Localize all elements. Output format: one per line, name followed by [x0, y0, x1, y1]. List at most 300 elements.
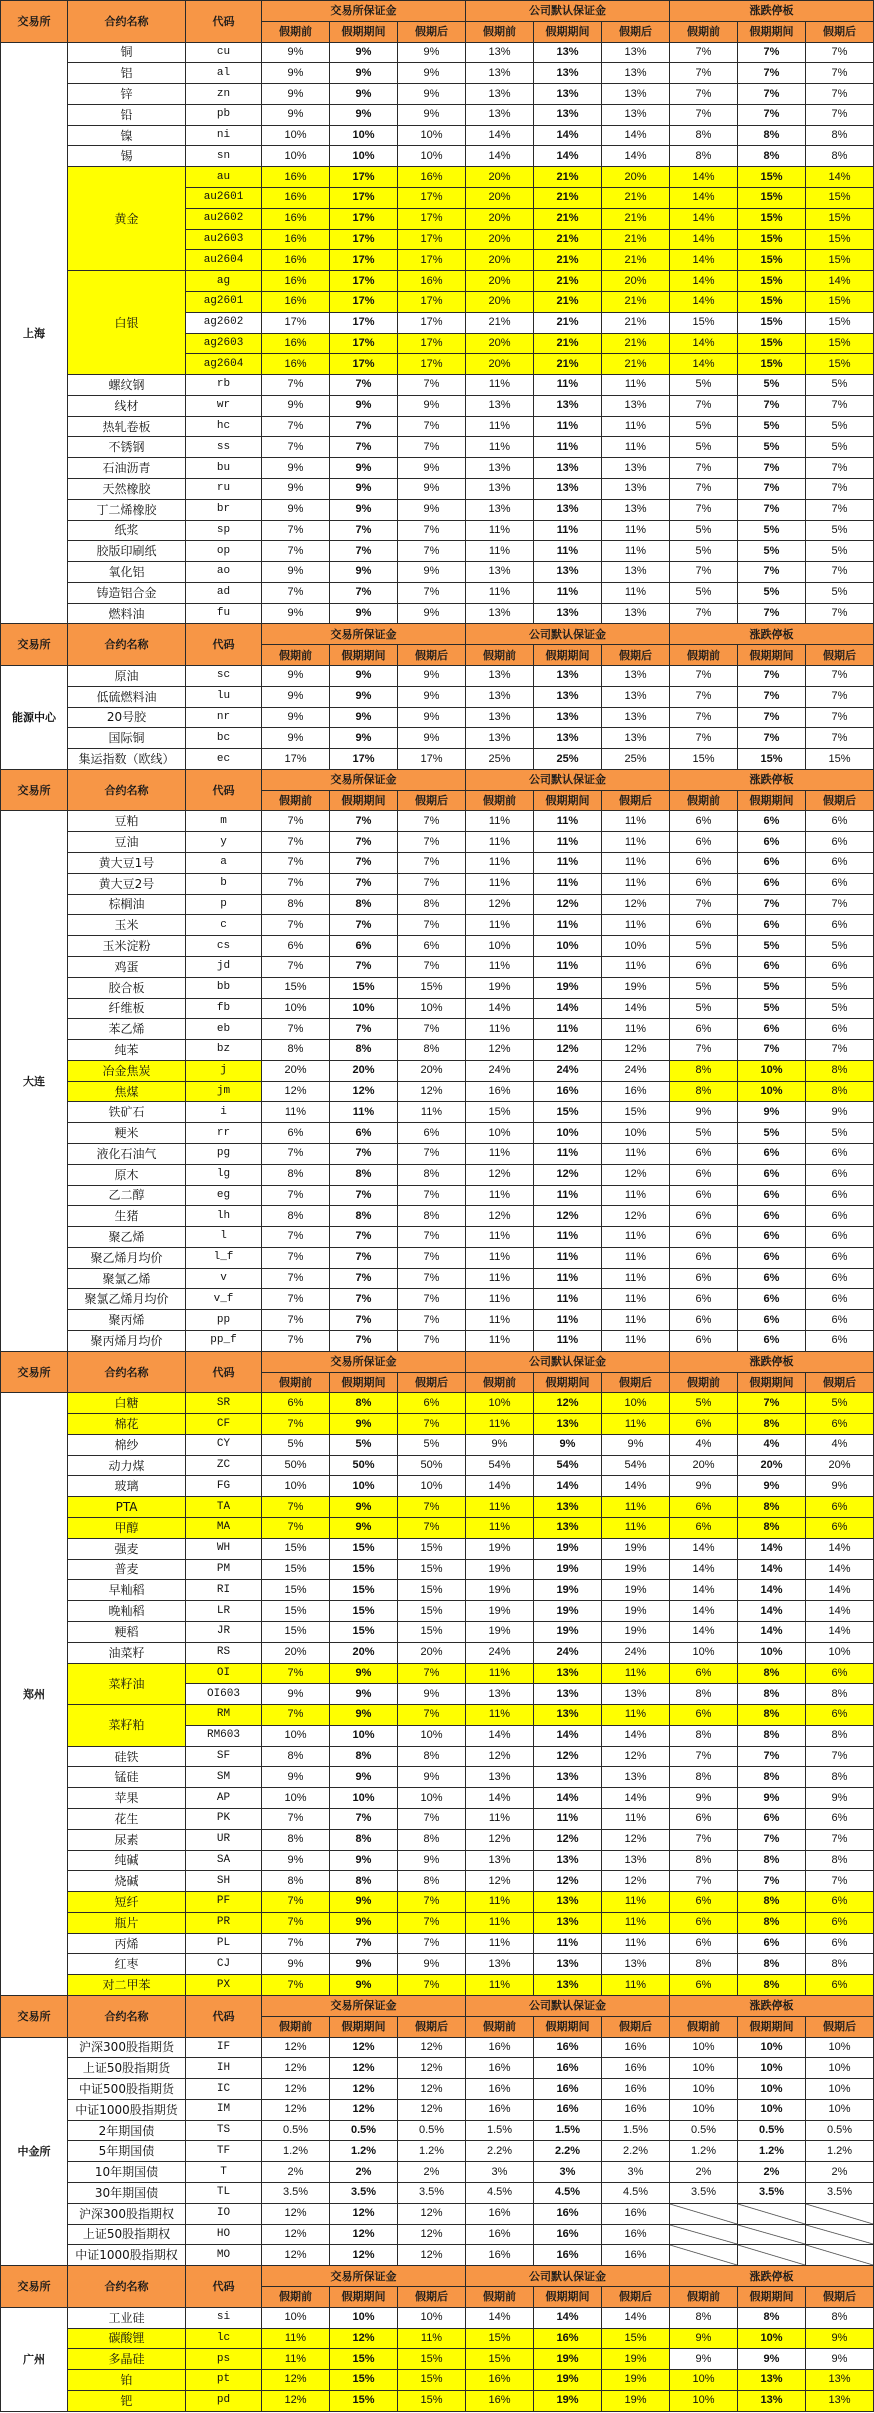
price-limit-pre-holiday: 14% [670, 292, 738, 313]
company-margin-post-holiday: 13% [602, 1851, 670, 1872]
exchange-margin-pre-holiday: 12% [262, 2391, 330, 2412]
company-margin-pre-holiday: 13% [466, 84, 534, 105]
company-margin-post-holiday: 21% [602, 313, 670, 334]
company-margin-pre-holiday: 16% [466, 2079, 534, 2100]
contract-code: RI [186, 1580, 262, 1601]
exchange-margin-during-holiday: 15% [330, 2370, 398, 2391]
company-margin-pre-holiday: 11% [466, 1269, 534, 1290]
exchange-margin-pre-holiday: 10% [262, 126, 330, 147]
exchange-margin-during-holiday: 7% [330, 957, 398, 978]
price-limit-during-holiday: 6% [738, 1934, 806, 1955]
exchange-label: 广州 [1, 2308, 68, 2412]
contract-code: ss [186, 437, 262, 458]
price-limit-during-holiday: 5% [738, 978, 806, 999]
price-limit-pre-holiday: 8% [670, 1082, 738, 1103]
company-margin-during-holiday: 19% [534, 1622, 602, 1643]
exchange-margin-post-holiday: 16% [398, 271, 466, 292]
company-margin-pre-holiday: 11% [466, 1497, 534, 1518]
contract-code: p [186, 895, 262, 916]
price-limit-during-holiday: 14% [738, 1539, 806, 1560]
company-margin-pre-holiday: 12% [466, 1747, 534, 1768]
price-limit-during-holiday: 8% [738, 1705, 806, 1726]
contract-code: MA [186, 1518, 262, 1539]
exchange-margin-during-holiday: 9% [330, 458, 398, 479]
company-margin-pre-holiday: 14% [466, 1788, 534, 1809]
price-limit-post-holiday: 15% [806, 250, 874, 271]
not-applicable-cell [670, 2225, 738, 2246]
exchange-margin-during-holiday: 2% [330, 2162, 398, 2183]
company-margin-post-holiday: 21% [602, 354, 670, 375]
price-limit-post-holiday: 6% [806, 874, 874, 895]
company-margin-post-holiday: 24% [602, 1643, 670, 1664]
contract-name: 天然橡胶 [68, 479, 186, 500]
exchange-margin-pre-holiday: 8% [262, 895, 330, 916]
price-limit-pre-holiday: 14% [670, 354, 738, 375]
exchange-margin-during-holiday: 15% [330, 978, 398, 999]
column-header-contract-name: 合约名称 [68, 770, 186, 812]
company-margin-post-holiday: 13% [602, 708, 670, 729]
contract-name: 纸浆 [68, 521, 186, 542]
contract-code: bb [186, 978, 262, 999]
exchange-margin-during-holiday: 7% [330, 541, 398, 562]
company-margin-pre-holiday: 1.5% [466, 2121, 534, 2142]
company-margin-during-holiday: 12% [534, 1871, 602, 1892]
price-limit-post-holiday: 6% [806, 1892, 874, 1913]
column-subheader-period: 假期后 [398, 1373, 466, 1394]
column-subheader-period: 假期后 [602, 791, 670, 812]
price-limit-post-holiday: 7% [806, 604, 874, 625]
price-limit-during-holiday: 8% [738, 1726, 806, 1747]
price-limit-pre-holiday: 7% [670, 895, 738, 916]
company-margin-post-holiday: 11% [602, 1269, 670, 1290]
contract-code: ag2604 [186, 354, 262, 375]
price-limit-pre-holiday: 5% [670, 1393, 738, 1414]
company-margin-post-holiday: 11% [602, 1497, 670, 1518]
company-margin-pre-holiday: 16% [466, 1082, 534, 1103]
column-subheader-period: 假期前 [466, 2017, 534, 2038]
price-limit-during-holiday: 7% [738, 1871, 806, 1892]
contract-code: TS [186, 2121, 262, 2142]
exchange-margin-during-holiday: 9% [330, 1851, 398, 1872]
company-margin-during-holiday: 10% [534, 1123, 602, 1144]
price-limit-pre-holiday: 6% [670, 1913, 738, 1934]
price-limit-pre-holiday: 6% [670, 1518, 738, 1539]
contract-code: i [186, 1102, 262, 1123]
exchange-margin-during-holiday: 7% [330, 915, 398, 936]
company-margin-post-holiday: 14% [602, 126, 670, 147]
exchange-margin-during-holiday: 12% [330, 2245, 398, 2266]
column-header-contract-name: 合约名称 [68, 624, 186, 666]
company-margin-pre-holiday: 14% [466, 999, 534, 1020]
company-margin-post-holiday: 11% [602, 437, 670, 458]
column-group-header: 交易所保证金 [262, 1, 466, 22]
company-margin-pre-holiday: 11% [466, 1186, 534, 1207]
exchange-margin-during-holiday: 11% [330, 1102, 398, 1123]
company-margin-post-holiday: 13% [602, 562, 670, 583]
contract-name: 沪深300股指期权 [68, 2204, 186, 2225]
price-limit-post-holiday: 6% [806, 1934, 874, 1955]
price-limit-during-holiday: 7% [738, 562, 806, 583]
contract-name: 沪深300股指期货 [68, 2038, 186, 2059]
company-margin-post-holiday: 16% [602, 2079, 670, 2100]
contract-code: si [186, 2308, 262, 2329]
exchange-margin-post-holiday: 17% [398, 334, 466, 355]
company-margin-post-holiday: 11% [602, 874, 670, 895]
exchange-margin-post-holiday: 7% [398, 1144, 466, 1165]
exchange-margin-post-holiday: 9% [398, 105, 466, 126]
contract-name: 钯 [68, 2391, 186, 2412]
price-limit-post-holiday: 8% [806, 1851, 874, 1872]
contract-code: v_f [186, 1289, 262, 1310]
exchange-margin-post-holiday: 7% [398, 417, 466, 438]
price-limit-pre-holiday: 14% [670, 250, 738, 271]
company-margin-pre-holiday: 54% [466, 1456, 534, 1477]
column-header-contract-name: 合约名称 [68, 1352, 186, 1394]
company-margin-pre-holiday: 11% [466, 1289, 534, 1310]
column-subheader-period: 假期后 [602, 2017, 670, 2038]
exchange-margin-pre-holiday: 7% [262, 541, 330, 562]
price-limit-pre-holiday: 10% [670, 2370, 738, 2391]
contract-code: pb [186, 105, 262, 126]
company-margin-during-holiday: 13% [534, 708, 602, 729]
exchange-margin-pre-holiday: 7% [262, 1913, 330, 1934]
price-limit-pre-holiday: 5% [670, 936, 738, 957]
contract-name: 不锈钢 [68, 437, 186, 458]
exchange-margin-pre-holiday: 12% [262, 2038, 330, 2059]
company-margin-post-holiday: 21% [602, 188, 670, 209]
contract-name: 鸡蛋 [68, 957, 186, 978]
column-subheader-period: 假期前 [262, 2287, 330, 2308]
exchange-margin-post-holiday: 7% [398, 1331, 466, 1352]
company-margin-post-holiday: 13% [602, 105, 670, 126]
contract-name: 烧碱 [68, 1871, 186, 1892]
contract-name: 生猪 [68, 1206, 186, 1227]
price-limit-pre-holiday: 6% [670, 811, 738, 832]
exchange-margin-pre-holiday: 12% [262, 2204, 330, 2225]
exchange-margin-pre-holiday: 7% [262, 1518, 330, 1539]
exchange-margin-post-holiday: 7% [398, 1705, 466, 1726]
not-applicable-cell [806, 2225, 874, 2246]
exchange-margin-during-holiday: 9% [330, 1705, 398, 1726]
exchange-margin-during-holiday: 10% [330, 1476, 398, 1497]
price-limit-during-holiday: 14% [738, 1622, 806, 1643]
price-limit-pre-holiday: 6% [670, 1186, 738, 1207]
company-margin-during-holiday: 11% [534, 437, 602, 458]
price-limit-during-holiday: 15% [738, 250, 806, 271]
exchange-margin-during-holiday: 9% [330, 479, 398, 500]
price-limit-during-holiday: 8% [738, 1497, 806, 1518]
exchange-margin-during-holiday: 17% [330, 209, 398, 230]
price-limit-during-holiday: 5% [738, 417, 806, 438]
column-group-header: 公司默认保证金 [466, 2266, 670, 2287]
contract-name: 纯苯 [68, 1040, 186, 1061]
price-limit-post-holiday: 8% [806, 1767, 874, 1788]
exchange-margin-during-holiday: 15% [330, 1539, 398, 1560]
company-margin-pre-holiday: 13% [466, 105, 534, 126]
price-limit-during-holiday: 10% [738, 2058, 806, 2079]
company-margin-during-holiday: 14% [534, 2308, 602, 2329]
company-margin-during-holiday: 12% [534, 1830, 602, 1851]
price-limit-post-holiday: 6% [806, 1975, 874, 1996]
column-subheader-period: 假期后 [398, 22, 466, 43]
company-margin-during-holiday: 13% [534, 43, 602, 64]
exchange-margin-during-holiday: 9% [330, 105, 398, 126]
not-applicable-cell [670, 2204, 738, 2225]
price-limit-during-holiday: 13% [738, 2391, 806, 2412]
column-group-header: 交易所保证金 [262, 1996, 466, 2017]
company-margin-during-holiday: 21% [534, 230, 602, 251]
price-limit-pre-holiday: 14% [670, 1539, 738, 1560]
price-limit-pre-holiday: 6% [670, 1497, 738, 1518]
price-limit-pre-holiday: 6% [670, 1206, 738, 1227]
contract-code: jd [186, 957, 262, 978]
price-limit-during-holiday: 10% [738, 1061, 806, 1082]
price-limit-pre-holiday: 5% [670, 583, 738, 604]
price-limit-during-holiday: 7% [738, 687, 806, 708]
column-group-header: 交易所保证金 [262, 770, 466, 791]
price-limit-pre-holiday: 6% [670, 1809, 738, 1830]
exchange-margin-during-holiday: 9% [330, 1892, 398, 1913]
price-limit-pre-holiday: 7% [670, 63, 738, 84]
price-limit-during-holiday: 10% [738, 2100, 806, 2121]
company-margin-during-holiday: 12% [534, 1040, 602, 1061]
contract-name: 普麦 [68, 1560, 186, 1581]
contract-code: a [186, 853, 262, 874]
contract-code: pt [186, 2370, 262, 2391]
exchange-margin-pre-holiday: 12% [262, 2100, 330, 2121]
price-limit-during-holiday: 6% [738, 1165, 806, 1186]
price-limit-during-holiday: 6% [738, 1248, 806, 1269]
exchange-margin-post-holiday: 10% [398, 999, 466, 1020]
company-margin-post-holiday: 16% [602, 2100, 670, 2121]
price-limit-post-holiday: 8% [806, 126, 874, 147]
column-header-code: 代码 [186, 2266, 262, 2308]
contract-name: 10年期国债 [68, 2162, 186, 2183]
contract-code: T [186, 2162, 262, 2183]
contract-code: IH [186, 2058, 262, 2079]
exchange-margin-during-holiday: 8% [330, 895, 398, 916]
exchange-margin-pre-holiday: 7% [262, 375, 330, 396]
company-margin-pre-holiday: 11% [466, 375, 534, 396]
price-limit-post-holiday: 0.5% [806, 2121, 874, 2142]
company-margin-pre-holiday: 11% [466, 1975, 534, 1996]
company-margin-post-holiday: 3% [602, 2162, 670, 2183]
exchange-margin-post-holiday: 15% [398, 2349, 466, 2370]
company-margin-pre-holiday: 19% [466, 1580, 534, 1601]
exchange-margin-pre-holiday: 8% [262, 1830, 330, 1851]
price-limit-during-holiday: 10% [738, 2038, 806, 2059]
company-margin-post-holiday: 19% [602, 1539, 670, 1560]
price-limit-during-holiday: 6% [738, 853, 806, 874]
price-limit-post-holiday: 7% [806, 500, 874, 521]
exchange-margin-post-holiday: 7% [398, 1019, 466, 1040]
price-limit-during-holiday: 7% [738, 728, 806, 749]
exchange-margin-during-holiday: 6% [330, 936, 398, 957]
contract-code: fb [186, 999, 262, 1020]
contract-code: ps [186, 2349, 262, 2370]
price-limit-pre-holiday: 10% [670, 2100, 738, 2121]
company-margin-post-holiday: 1.5% [602, 2121, 670, 2142]
price-limit-post-holiday: 7% [806, 666, 874, 687]
company-margin-during-holiday: 11% [534, 417, 602, 438]
exchange-margin-pre-holiday: 12% [262, 2225, 330, 2246]
contract-name: 多晶硅 [68, 2349, 186, 2370]
company-margin-during-holiday: 16% [534, 2079, 602, 2100]
exchange-margin-pre-holiday: 12% [262, 2058, 330, 2079]
price-limit-post-holiday: 7% [806, 895, 874, 916]
company-margin-post-holiday: 11% [602, 375, 670, 396]
exchange-margin-pre-holiday: 9% [262, 728, 330, 749]
price-limit-during-holiday: 5% [738, 375, 806, 396]
price-limit-pre-holiday: 0.5% [670, 2121, 738, 2142]
price-limit-pre-holiday: 7% [670, 458, 738, 479]
company-margin-post-holiday: 11% [602, 1664, 670, 1685]
exchange-margin-during-holiday: 20% [330, 1061, 398, 1082]
company-margin-pre-holiday: 13% [466, 43, 534, 64]
contract-name: 30年期国债 [68, 2183, 186, 2204]
company-margin-during-holiday: 4.5% [534, 2183, 602, 2204]
exchange-margin-post-holiday: 10% [398, 1476, 466, 1497]
company-margin-during-holiday: 13% [534, 63, 602, 84]
contract-name: 工业硅 [68, 2308, 186, 2329]
exchange-margin-post-holiday: 0.5% [398, 2121, 466, 2142]
exchange-margin-post-holiday: 3.5% [398, 2183, 466, 2204]
contract-code: pg [186, 1144, 262, 1165]
price-limit-post-holiday: 8% [806, 1954, 874, 1975]
company-margin-post-holiday: 12% [602, 1871, 670, 1892]
contract-name: 白糖 [68, 1393, 186, 1414]
column-subheader-period: 假期后 [602, 22, 670, 43]
company-margin-post-holiday: 14% [602, 2308, 670, 2329]
contract-code: l_f [186, 1248, 262, 1269]
price-limit-during-holiday: 15% [738, 313, 806, 334]
company-margin-pre-holiday: 11% [466, 832, 534, 853]
column-group-header: 涨跌停板 [670, 1996, 874, 2017]
exchange-margin-during-holiday: 20% [330, 1643, 398, 1664]
company-margin-post-holiday: 10% [602, 1393, 670, 1414]
company-margin-post-holiday: 13% [602, 1767, 670, 1788]
contract-name: 苹果 [68, 1788, 186, 1809]
contract-name: 丁二烯橡胶 [68, 500, 186, 521]
exchange-margin-pre-holiday: 7% [262, 1289, 330, 1310]
column-subheader-period: 假期期间 [330, 791, 398, 812]
column-group-header: 公司默认保证金 [466, 1, 670, 22]
contract-name: 棉花 [68, 1414, 186, 1435]
exchange-margin-post-holiday: 7% [398, 832, 466, 853]
exchange-margin-during-holiday: 12% [330, 2225, 398, 2246]
column-subheader-period: 假期期间 [534, 791, 602, 812]
column-subheader-period: 假期后 [602, 1373, 670, 1394]
price-limit-pre-holiday: 6% [670, 1310, 738, 1331]
price-limit-pre-holiday: 9% [670, 1476, 738, 1497]
company-margin-post-holiday: 11% [602, 1913, 670, 1934]
exchange-margin-post-holiday: 9% [398, 687, 466, 708]
company-margin-during-holiday: 13% [534, 396, 602, 417]
price-limit-during-holiday: 8% [738, 1954, 806, 1975]
company-margin-pre-holiday: 10% [466, 936, 534, 957]
exchange-margin-post-holiday: 10% [398, 146, 466, 167]
price-limit-pre-holiday: 8% [670, 1726, 738, 1747]
exchange-margin-pre-holiday: 9% [262, 604, 330, 625]
company-margin-post-holiday: 19% [602, 1601, 670, 1622]
exchange-margin-pre-holiday: 7% [262, 1269, 330, 1290]
price-limit-pre-holiday: 10% [670, 1643, 738, 1664]
exchange-margin-during-holiday: 7% [330, 874, 398, 895]
column-subheader-period: 假期期间 [738, 791, 806, 812]
exchange-margin-post-holiday: 15% [398, 2370, 466, 2391]
company-margin-during-holiday: 19% [534, 1560, 602, 1581]
contract-name: 铂 [68, 2370, 186, 2391]
company-margin-post-holiday: 13% [602, 666, 670, 687]
exchange-margin-during-holiday: 1.2% [330, 2141, 398, 2162]
price-limit-pre-holiday: 6% [670, 1165, 738, 1186]
exchange-margin-during-holiday: 7% [330, 1934, 398, 1955]
company-margin-during-holiday: 13% [534, 84, 602, 105]
contract-code: cs [186, 936, 262, 957]
company-margin-during-holiday: 21% [534, 167, 602, 188]
company-margin-pre-holiday: 11% [466, 541, 534, 562]
company-margin-post-holiday: 14% [602, 1726, 670, 1747]
price-limit-post-holiday: 10% [806, 2079, 874, 2100]
price-limit-during-holiday: 20% [738, 1456, 806, 1477]
exchange-margin-pre-holiday: 9% [262, 687, 330, 708]
company-margin-pre-holiday: 12% [466, 895, 534, 916]
company-margin-post-holiday: 11% [602, 541, 670, 562]
exchange-margin-pre-holiday: 3.5% [262, 2183, 330, 2204]
exchange-margin-during-holiday: 10% [330, 2308, 398, 2329]
company-margin-post-holiday: 19% [602, 2370, 670, 2391]
contract-name: 聚丙烯 [68, 1310, 186, 1331]
exchange-margin-post-holiday: 7% [398, 1497, 466, 1518]
company-margin-during-holiday: 14% [534, 146, 602, 167]
contract-name: 上证50股指期权 [68, 2225, 186, 2246]
company-margin-pre-holiday: 4.5% [466, 2183, 534, 2204]
contract-code: PK [186, 1809, 262, 1830]
contract-name: 燃料油 [68, 604, 186, 625]
contract-name: 国际铜 [68, 728, 186, 749]
company-margin-pre-holiday: 11% [466, 874, 534, 895]
company-margin-pre-holiday: 11% [466, 1892, 534, 1913]
company-margin-during-holiday: 13% [534, 1851, 602, 1872]
exchange-margin-during-holiday: 17% [330, 354, 398, 375]
price-limit-pre-holiday: 4% [670, 1435, 738, 1456]
contract-code: pp [186, 1310, 262, 1331]
company-margin-during-holiday: 21% [534, 188, 602, 209]
price-limit-post-holiday: 6% [806, 957, 874, 978]
exchange-margin-during-holiday: 17% [330, 188, 398, 209]
price-limit-post-holiday: 6% [806, 1497, 874, 1518]
price-limit-during-holiday: 10% [738, 2079, 806, 2100]
contract-code: ZC [186, 1456, 262, 1477]
price-limit-during-holiday: 8% [738, 1851, 806, 1872]
price-limit-pre-holiday: 7% [670, 84, 738, 105]
company-margin-post-holiday: 11% [602, 1414, 670, 1435]
company-margin-pre-holiday: 16% [466, 2391, 534, 2412]
price-limit-pre-holiday: 7% [670, 43, 738, 64]
exchange-margin-post-holiday: 17% [398, 292, 466, 313]
company-margin-post-holiday: 11% [602, 832, 670, 853]
price-limit-during-holiday: 5% [738, 583, 806, 604]
exchange-margin-pre-holiday: 7% [262, 1331, 330, 1352]
company-margin-post-holiday: 11% [602, 1518, 670, 1539]
exchange-margin-pre-holiday: 9% [262, 1851, 330, 1872]
price-limit-pre-holiday: 7% [670, 105, 738, 126]
company-margin-post-holiday: 13% [602, 479, 670, 500]
contract-code: al [186, 63, 262, 84]
price-limit-post-holiday: 10% [806, 1643, 874, 1664]
exchange-margin-during-holiday: 9% [330, 687, 398, 708]
exchange-margin-post-holiday: 12% [398, 2100, 466, 2121]
